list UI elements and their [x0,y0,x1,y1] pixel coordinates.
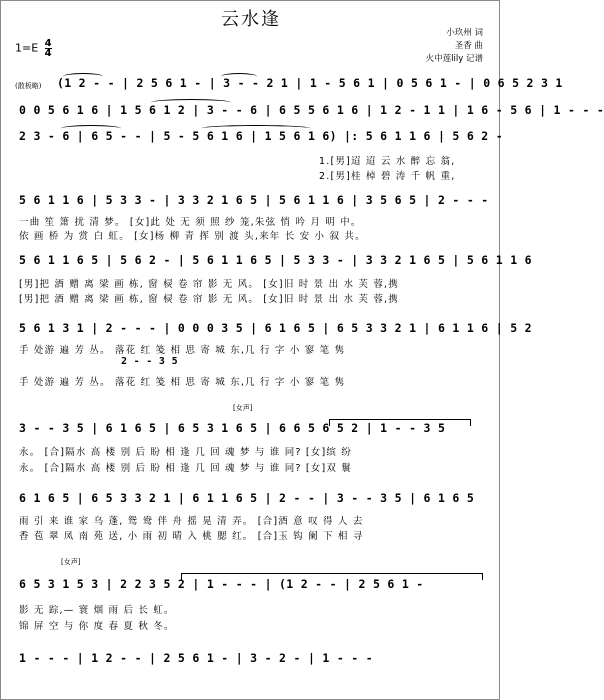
lyric-line-8a: 雨 引 来 谁 家 乌 蓬, 鸳 鸯 伴 舟 摇 晃 清 弄。 [合]酒 意 叹 得 人 去 [19,516,364,527]
key-signature [15,39,52,58]
lyric-line-5a: [男]把 酒 赠 离 梁 画 栋, 窗 棂 卷 帘 影 无 风。 [女]旧 时 景 出 水 芙 蓉,携 [19,279,399,290]
notation-line-1: (1 2 - - | 2 5 6 1 - | 3 - - 2 1 | 1 - 5 6 1 | 0 5 6 1 - | 0 6 5 2 3 1 [57,76,563,90]
female-voice-tag: [女声] [233,404,253,412]
transcriber: 火中莲lily 记谱 [425,54,483,64]
lyric-line-5b: [男]把 酒 赠 离 梁 画 栋, 窗 棂 卷 帘 影 无 风。 [女]旧 时 景 出 水 芙 蓉,携 [19,294,399,305]
time-bottom: 4 [44,48,52,59]
song-title: 云水逢 [221,9,281,30]
lyricist: 小玖州 词 [446,28,483,38]
lyric-line-6a: 手 处游 遍 芳 丛。 落花 红 笺 相 思 寄 城 东,几 行 字 小 寥 笔 隽 [19,345,346,356]
intro-tag: (散板略) [15,82,42,90]
lyric-line-9b: 锦 屏 空 与 你 度 春 夏 秋 冬。 [19,621,175,632]
lyric-line-7b: 永。 [合]隔水 高 楼 别 后 盼 相 逢 几 回 魂 梦 与 谁 同? [女]双 鬟 [19,463,353,474]
slur [201,125,311,132]
lyric-verse1-a: 1.[男]迢 迢 云 水 醉 忘 翁, [319,156,456,167]
lyric-line-7a: 永。 [合]隔水 高 楼 别 后 盼 相 逢 几 回 魂 梦 与 谁 同? [女]缤 纷 [19,447,353,458]
lyric-line-6b: 手 处游 遍 芳 丛。 落花 红 笺 相 思 寄 城 东,几 行 字 小 寥 笔 隽 [19,377,346,388]
notation-line-10: 1 - - - | 1 2 - - | 2 5 6 1 - | 3 - 2 - | 1 - - - [19,651,373,665]
notation-line-5: 5 6 1 1 6 5 | 5 6 2 - | 5 6 1 1 6 5 | 5 3 3 - | 3 3 2 1 6 5 | 5 6 1 1 6 [19,253,532,267]
notation-line-7: 3 - - 3 5 | 6 1 6 5 | 6 5 3 1 6 5 | 6 6 5 6 5 2 | 1 - - 3 5 [19,421,446,435]
lyric-line-9a: 影 无 踪,— 寰 烟 雨 后 长 虹。 [19,605,175,616]
time-signature [45,39,52,58]
notation-line-3: 2 3 - 6 | 6 5 - - | 5 - 5 6 1 6 | 1 5 6 1 6) |: 5 6 1 1 6 | 5 6 2 - [19,129,503,143]
volta-bracket [329,419,471,426]
notation-line-6: 5 6 1 3 1 | 2 - - - | 0 0 0 3 5 | 6 1 6 5 | 6 5 3 3 2 1 | 6 1 1 6 | 5 2 [19,321,532,335]
female-voice-tag-2: [女声] [61,558,81,566]
lyric-line-4a: 一曲 笙 箫 扰 清 梦。 [女]此 处 无 须 照 纱 笼,朱弦 悄 吟 月 明 中。 [19,217,362,228]
notation-line-4: 5 6 1 1 6 | 5 3 3 - | 3 3 2 1 6 5 | 5 6 1 1 6 | 3 5 6 5 | 2 - - - [19,193,489,207]
notation-line-8: 6 1 6 5 | 6 5 3 3 2 1 | 6 1 1 6 5 | 2 - - | 3 - - 3 5 | 6 1 6 5 [19,491,475,505]
composer: 圣香 曲 [454,41,483,51]
aux-notation: 2 - - 3 5 [121,356,178,367]
lyric-line-4b: 依 画 桥 为 赏 白 虹。 [女]杨 柳 青 挥 别 渡 头,来年 长 安 小 叙 共。 [19,231,366,242]
volta-bracket [181,573,483,580]
lyric-verse2-a: 2.[男]桂 棹 碧 涛 千 帆 重, [319,171,456,182]
slur [61,125,121,132]
notation-line-9: 6 5 3 1 5 3 | 2 2 3 5 2 | 1 - - - | (1 2 - - | 2 5 6 1 - [19,577,424,591]
time-top: 4 [44,38,52,49]
key-text: 1=E [15,41,39,55]
lyric-line-8b: 香 苞 翠 凤 南 苑 送, 小 雨 初 晴 入 桃 腮 红。 [合]玉 钩 阑 下 相 寻 [19,531,364,542]
slur [221,73,257,80]
credits [426,27,483,66]
notation-line-2: 0 0 5 6 1 6 | 1 5 6 1 2 | 3 - - 6 | 6 5 5 6 1 6 | 1 2 - 1 1 | 1 6 - 5 6 | 1 - - - [19,103,604,117]
slur [63,73,103,80]
slur [151,99,231,106]
